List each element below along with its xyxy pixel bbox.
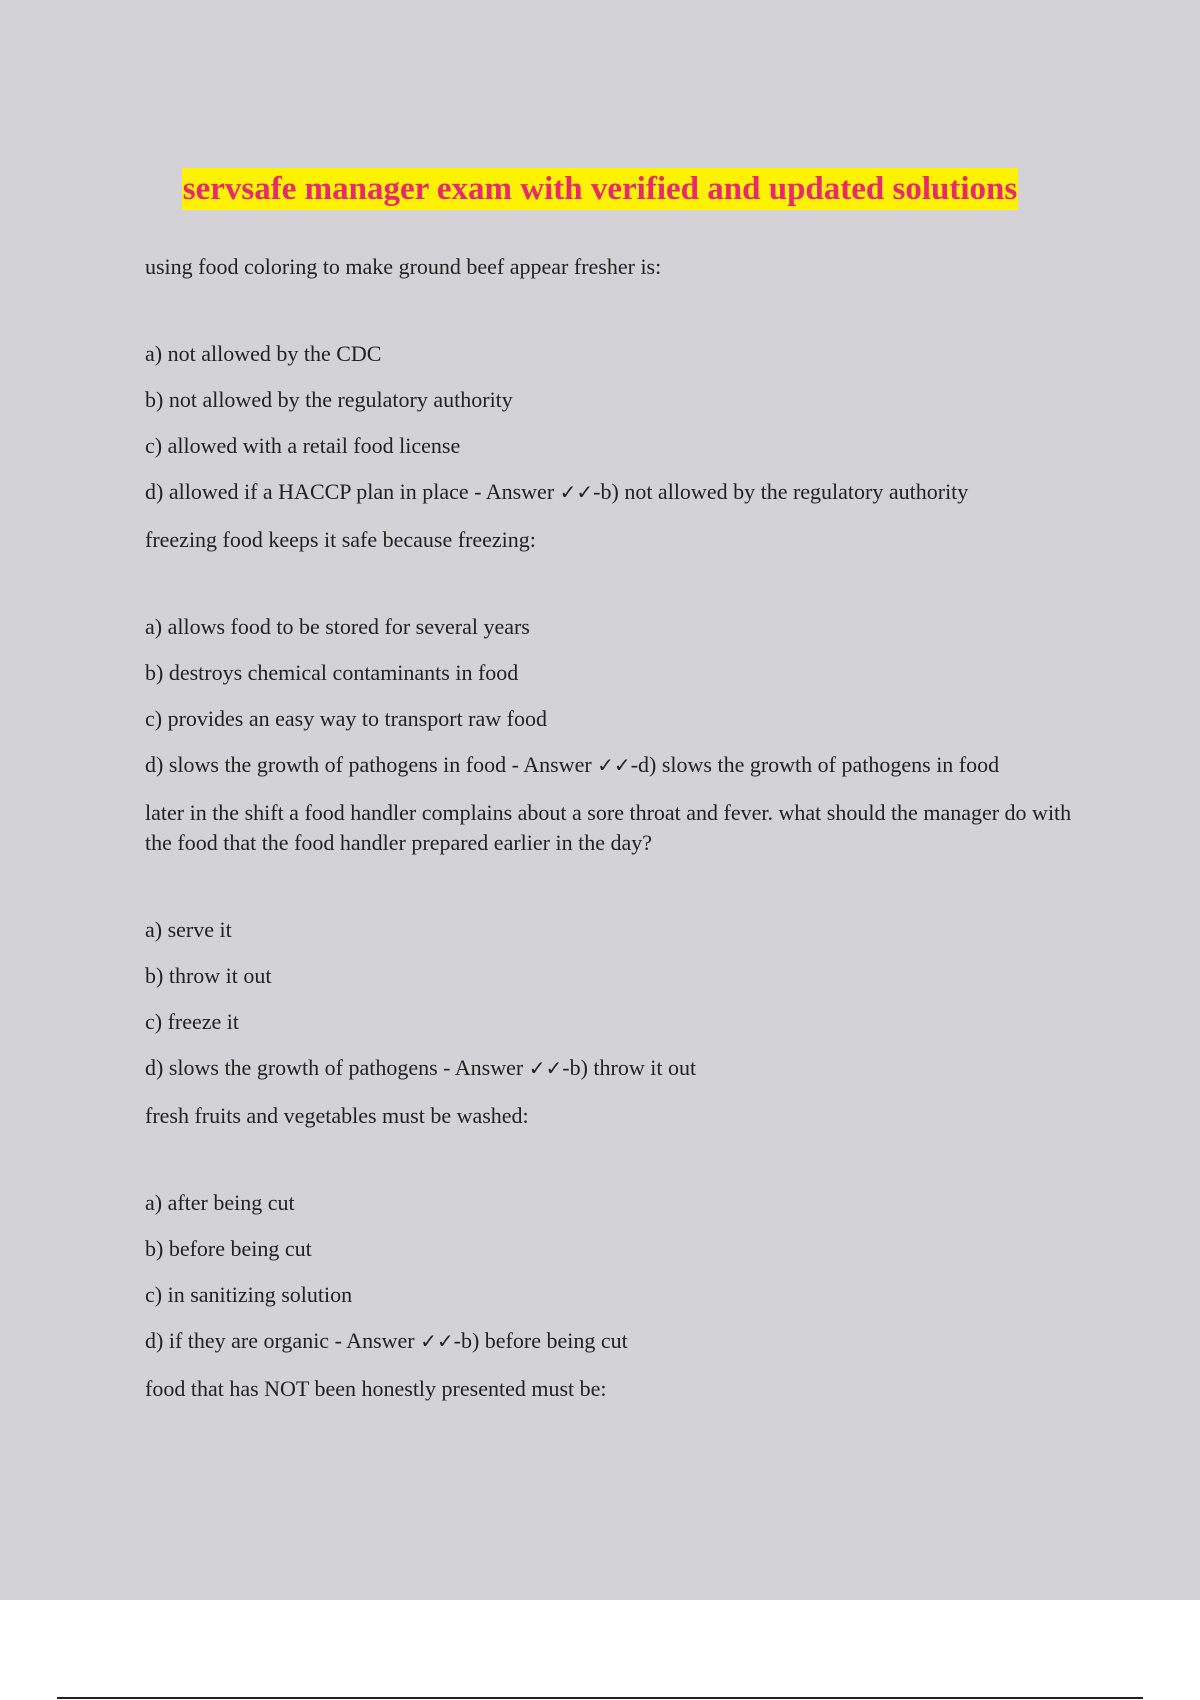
answer-option: b) before being cut bbox=[145, 1236, 312, 1261]
questions-list bbox=[145, 252, 1095, 1404]
answer-option: d) slows the growth of pathogens - Answer bbox=[145, 1055, 529, 1080]
answer-option: c) freeze it bbox=[145, 1009, 240, 1034]
correct-answer: -b) not allowed by the regulatory authority bbox=[593, 479, 969, 504]
answer-option: b) destroys chemical contaminants in food bbox=[145, 660, 519, 685]
answer-option: a) not allowed by the CDC bbox=[145, 341, 382, 366]
correct-answer: -b) before being cut bbox=[453, 1328, 628, 1353]
answer-option: a) after being cut bbox=[145, 1190, 295, 1215]
answer-option: c) allowed with a retail food license bbox=[145, 433, 461, 458]
answer-option: c) in sanitizing solution bbox=[145, 1282, 353, 1307]
answer-option: d) slows the growth of pathogens in food - Answer bbox=[145, 752, 598, 777]
title-wrap bbox=[0, 168, 1200, 210]
question-prompt: food that has NOT been honestly presented must be: bbox=[145, 1376, 607, 1401]
check-icon: ✓✓ bbox=[528, 1056, 563, 1080]
answer-option: d) allowed if a HACCP plan in place - Answer bbox=[145, 479, 560, 504]
answer-line bbox=[145, 477, 1095, 507]
answer-line bbox=[145, 750, 1095, 780]
question-prompt: later in the shift a food handler complains about a sore throat and fever. what should the manager do with the food that the food handler prepared earlier in the day? bbox=[145, 800, 1072, 855]
check-icon: ✓✓ bbox=[420, 1329, 454, 1353]
answer-option: b) not allowed by the regulatory authority bbox=[145, 387, 513, 412]
check-icon: ✓✓ bbox=[559, 480, 594, 504]
check-icon: ✓✓ bbox=[597, 753, 631, 777]
correct-answer: -d) slows the growth of pathogens in food bbox=[630, 752, 1000, 777]
question-prompt: freezing food keeps it safe because freezing: bbox=[145, 527, 536, 552]
footer-divider bbox=[57, 1697, 1143, 1699]
answer-option: c) provides an easy way to transport raw food bbox=[145, 706, 547, 731]
document-title: servsafe manager exam with verified and updated solutions bbox=[182, 168, 1018, 210]
answer-option: d) if they are organic - Answer bbox=[145, 1328, 421, 1353]
correct-answer: -b) throw it out bbox=[562, 1055, 697, 1080]
answer-option: a) allows food to be stored for several years bbox=[145, 614, 530, 639]
answer-line bbox=[145, 1053, 1095, 1083]
answer-option: a) serve it bbox=[145, 917, 232, 942]
question-prompt: fresh fruits and vegetables must be washed: bbox=[145, 1103, 529, 1128]
question-prompt: using food coloring to make ground beef appear fresher is: bbox=[145, 254, 662, 279]
answer-line bbox=[145, 1326, 1095, 1356]
answer-option: b) throw it out bbox=[145, 963, 272, 988]
